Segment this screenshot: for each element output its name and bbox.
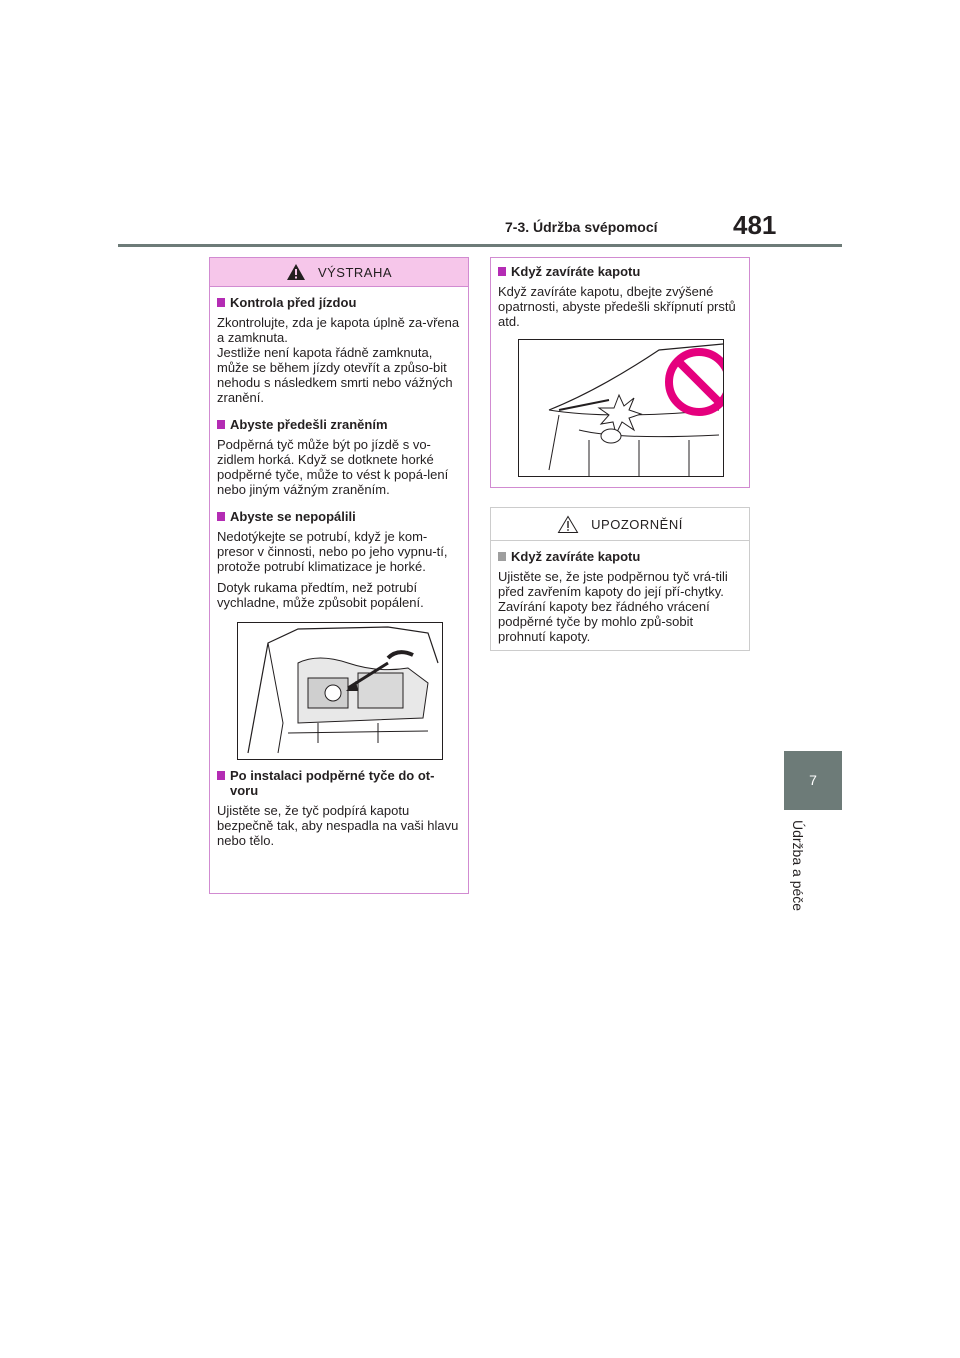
warning-box <box>209 257 469 894</box>
caution-box <box>490 507 750 651</box>
caution-triangle-icon <box>557 515 579 534</box>
hood-closing-figure <box>518 339 724 477</box>
warning-item-paragraph: Podpěrná tyč může být po jízdě s vo-zidlem horká. Když se dotknete horké podpěrné tyče, může to vést k popá-lení nebo jiným vážným zraněním. <box>217 437 449 497</box>
warning-box-continued <box>490 257 750 488</box>
caution-item-title: Když zavíráte kapotu <box>498 549 742 564</box>
chapter-tab[interactable] <box>784 751 842 810</box>
header-rule <box>118 244 842 247</box>
square-bullet-icon <box>498 552 506 561</box>
warning-item-paragraph: Když zavíráte kapotu, dbejte zvýšené opatrnosti, abyste předešli skřípnutí prstů atd. <box>498 284 736 329</box>
square-bullet-icon <box>217 771 225 780</box>
warning-item-paragraph: Nedotýkejte se potrubí, když je kom-presor v činnosti, nebo po jeho vypnu-tí, protože potrubí klimatizace je horké. <box>217 529 448 574</box>
page-number: 481 <box>733 210 777 240</box>
chapter-title: Údržba a péče <box>790 820 806 912</box>
square-bullet-icon <box>217 512 225 521</box>
square-bullet-icon <box>498 267 506 276</box>
warning-header <box>210 258 468 287</box>
hood-closing-illustration <box>519 340 723 476</box>
warning-item-paragraph: Zkontrolujte, zda je kapota úplně za-vřena a zamknuta. <box>217 315 460 345</box>
caution-title: UPOZORNĚNÍ <box>591 516 683 532</box>
square-bullet-icon <box>217 298 225 307</box>
warning-item-title: Po instalaci podpěrné tyče do ot-voru <box>217 768 461 798</box>
warning-title: VÝSTRAHA <box>317 264 393 280</box>
square-bullet-icon <box>217 420 225 429</box>
warning-item-title: Abyste předešli zraněním <box>217 417 461 432</box>
caution-item-paragraph: Ujistěte se, že jste podpěrnou tyč vrá-tili před zavřením kapoty do její pří-chytky. Zavírání kapoty bez řádného vrácení podpěrné tyče by mohlo způ-sobit prohnutí kapoty. <box>498 569 728 644</box>
engine-bay-illustration <box>238 623 442 759</box>
caution-header <box>491 508 749 541</box>
chapter-number: 7 <box>809 772 817 788</box>
section-title: 7-3. Údržba svépomocí <box>505 219 658 235</box>
warning-item-paragraph: Dotyk rukama předtím, než potrubí vychladne, může způsobit popálení. <box>217 580 424 610</box>
warning-item-title: Když zavíráte kapotu <box>498 264 742 279</box>
warning-item-title: Abyste se nepopálili <box>217 509 461 524</box>
warning-triangle-icon <box>286 263 306 281</box>
warning-item-paragraph: Jestliže není kapota řádně zamknuta, může se během jízdy otevřít a způso-bit nehodu s následkem smrti nebo vážných zranění. <box>217 345 453 405</box>
engine-bay-figure <box>237 622 443 760</box>
warning-item-title: Kontrola před jízdou <box>217 295 461 310</box>
warning-item-paragraph: Ujistěte se, že tyč podpírá kapotu bezpečně tak, aby nespadla na vaši hlavu nebo tělo. <box>217 803 459 848</box>
